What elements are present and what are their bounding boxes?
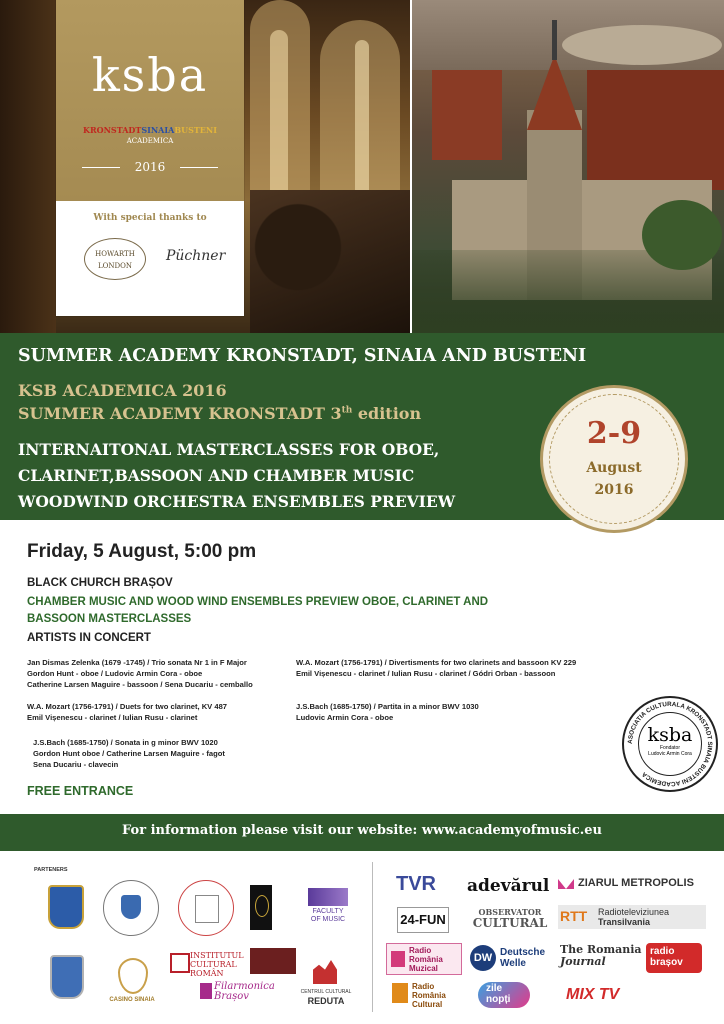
program-item [27, 701, 227, 723]
rrc-line2: România [412, 991, 446, 1000]
busteni-coat-of-arms-icon [50, 955, 84, 999]
radiobv-line1: radio [650, 946, 675, 957]
observator-cultural-logo [470, 907, 550, 929]
program-item [296, 701, 479, 723]
observator-line2: CULTURAL [472, 916, 548, 930]
seal-ring-label: ASOCIATIA CULTURALA KRONSTADT SINAIA BUSTENI ACADEMICA [626, 700, 714, 788]
info-band [0, 814, 724, 851]
reduta-building-icon [313, 960, 337, 984]
music-school-logo-icon [250, 885, 272, 930]
academy-title: SUMMER ACADEMY KRONSTADT, SINAIA AND BUSTENI [18, 346, 587, 366]
special-thanks: With special thanks to [93, 213, 207, 223]
program-item [296, 657, 576, 679]
artists-heading: ARTISTS IN CONCERT [27, 632, 151, 644]
rtt-logo: RTT Radioteleviziunea Transilvania [558, 905, 706, 929]
adevarul-logo: adevărul [467, 876, 550, 896]
ziarul-metropolis-logo: ZIARUL METROPOLIS [578, 877, 694, 889]
rrc-line3: Cultural [412, 1000, 443, 1009]
primaria-sinaia-seal-icon [103, 880, 159, 936]
rrm-line3: Muzical [409, 964, 438, 973]
howarth-name: HOWARTH [95, 250, 135, 258]
program-performers: Gordon Hunt - oboe / Ludovic Armin Cora - oboe [27, 669, 203, 678]
radio-romania-muzical-logo [386, 943, 462, 975]
ksba-logo-panel [56, 0, 244, 316]
radio-brasov-logo [646, 943, 702, 973]
partners-heading: PARTENERS [34, 867, 68, 873]
howarth-logo [84, 238, 146, 280]
romania-journal-logo [560, 944, 642, 968]
program-item [27, 657, 253, 690]
puchner-logo: Püchner [166, 248, 226, 264]
badge-month: August [586, 460, 642, 476]
badge-dates: 2-9 [586, 416, 642, 451]
date-badge [540, 385, 688, 533]
icr-line1: INSTITUTUL [190, 951, 244, 960]
program-performers: Catherine Larsen Maguire - bassoon / Sena Ducariu - cemballo [27, 680, 253, 689]
music-notes-icon [308, 888, 348, 906]
icr-line3: ROMÂN [190, 969, 224, 978]
program-work: W.A. Mozart (1756-1791) / Duets for two clarinet, KV 487 [27, 702, 228, 711]
masterclass-line3: WOODWIND ORCHESTRA ENSEMBLES PREVIEW [18, 492, 456, 511]
subtitle-busteni: BUSTENI [174, 125, 217, 135]
filarmonica-line2: Brașov [214, 991, 249, 1002]
reduta-logo [300, 988, 352, 1006]
website-info: For information please visit our website: www.academyofmusic.eu [122, 823, 602, 838]
program-item [33, 737, 225, 770]
program-performers: Emil Vișenescu - clarinet / Iulian Rusu - clarinet [27, 713, 198, 722]
dw-line1: Deutsche [500, 947, 546, 958]
faculty-line2: OF MUSIC [310, 916, 346, 923]
ksb-academica-title: KSB ACADEMICA 2016 [18, 381, 227, 400]
filarmonica-icon [200, 983, 212, 999]
icr-logo-icon [170, 953, 190, 973]
brasov-coat-of-arms-icon [48, 885, 84, 929]
ksba-year: 2016 [134, 160, 166, 174]
ksba-subtitle [56, 125, 244, 135]
event-description-2: BASSOON MASTERCLASSES [27, 613, 192, 625]
edition-sup: th [341, 405, 353, 416]
mix-tv-logo: MIX TV [566, 986, 620, 1003]
rrm-icon [391, 951, 405, 967]
rtt-line2: Transilvania [598, 917, 651, 927]
rrm-line2: România [409, 955, 443, 964]
event-description-1: CHAMBER MUSIC AND WOOD WIND ENSEMBLES PREVIEW OBOE, CLARINET AND [27, 596, 489, 608]
dw-icon: DW [470, 945, 496, 971]
ziarul-metropolis-icon [558, 879, 574, 889]
icr-logo [190, 951, 244, 978]
national-museum-logo-icon [250, 948, 296, 974]
icr-line2: CULTURAL [190, 960, 237, 969]
deutsche-welle-logo [500, 947, 545, 969]
seal-founder-name: Ludovic Armin Cora [648, 751, 692, 757]
journal-line1: The Romania [560, 943, 642, 956]
seal-center [638, 712, 702, 776]
event-datetime: Friday, 5 August, 5:00 pm [27, 541, 257, 562]
zile-si-nopti-logo [478, 982, 530, 1008]
reduta-line2: REDUTA [307, 996, 345, 1006]
program-work: J.S.Bach (1685-1750) / Partita in a minor BWV 1030 [296, 702, 479, 711]
faculty-of-music-logo [306, 888, 350, 934]
seal-founder: Fondator [659, 745, 680, 751]
ksba-logo: ksba [91, 48, 209, 102]
zile-line2: nopți [486, 994, 511, 1005]
program-performers: Sena Ducariu - clavecin [33, 760, 119, 769]
subtitle-kronstadt: KRONSTADT [83, 125, 142, 135]
faculty-line1: FACULTY [312, 908, 344, 915]
edition-main: SUMMER ACADEMY KRONSTADT 3 [18, 404, 342, 423]
howarth-city: LONDON [98, 262, 132, 270]
black-church-aerial-photo [412, 0, 724, 333]
ksba-academica: ACADEMICA [126, 137, 174, 145]
association-seal [622, 696, 718, 792]
casino-sinaia-label: CASINO SINAIA [109, 997, 155, 1003]
edition-tail: edition [352, 404, 422, 423]
dw-line2: Welle [500, 958, 526, 969]
masterclass-line1: INTERNAITONAL MASTERCLASSES FOR OBOE, [18, 440, 440, 459]
event-venue: BLACK CHURCH BRAȘOV [27, 577, 173, 589]
journal-line2: Journal [560, 955, 606, 968]
zile-line1: zile [486, 983, 503, 994]
program-performers: Emil Vișenescu - clarinet / Iulian Rusu - clarinet / Gódri Orban - bassoon [296, 669, 556, 678]
filarmonica-line1: Filarmonica [214, 981, 275, 992]
rrm-line1: Radio [409, 946, 432, 955]
casino-sinaia-icon [118, 958, 148, 994]
subtitle-sinaia: SINAIA [141, 125, 175, 135]
rrc-line1: Radio [412, 982, 435, 991]
badge-year: 2016 [594, 482, 634, 498]
rrc-icon [392, 983, 408, 1003]
program-work: J.S.Bach (1685-1750) / Sonata in g minor BWV 1020 [33, 738, 218, 747]
program-work: Jan Dismas Zelenka (1679 -1745) / Trio sonata Nr 1 in F Major [27, 658, 247, 667]
radio-romania-cultural-logo [412, 982, 446, 1009]
observator-line1: OBSERVATOR [478, 907, 542, 917]
program-work: W.A. Mozart (1756-1791) / Divertisments for two clarinets and bassoon KV 229 [296, 658, 577, 667]
reduta-line1: CENTRUL CULTURAL [300, 989, 352, 995]
program-performers: Ludovic Armin Cora - oboe [296, 713, 394, 722]
seal-brand: ksba [647, 724, 693, 746]
badge-ring [549, 394, 679, 524]
masterclass-line2: CLARINET,BASSOON AND CHAMBER MUSIC [18, 466, 415, 485]
music-lyceum-seal-icon [178, 880, 234, 936]
program-performers: Gordon Hunt oboe / Catherine Larsen Maguire - fagot [33, 749, 225, 758]
tvr-logo: TVR [396, 873, 436, 895]
rtt-line1: Radioteleviziunea [598, 907, 670, 917]
24fun-logo: 24-FUN [397, 907, 449, 933]
divider [372, 862, 373, 1012]
free-entrance: FREE ENTRANCE [27, 784, 134, 798]
edition-title [18, 404, 421, 423]
radiobv-line2: brașov [650, 957, 683, 968]
filarmonica-logo [214, 982, 275, 1002]
